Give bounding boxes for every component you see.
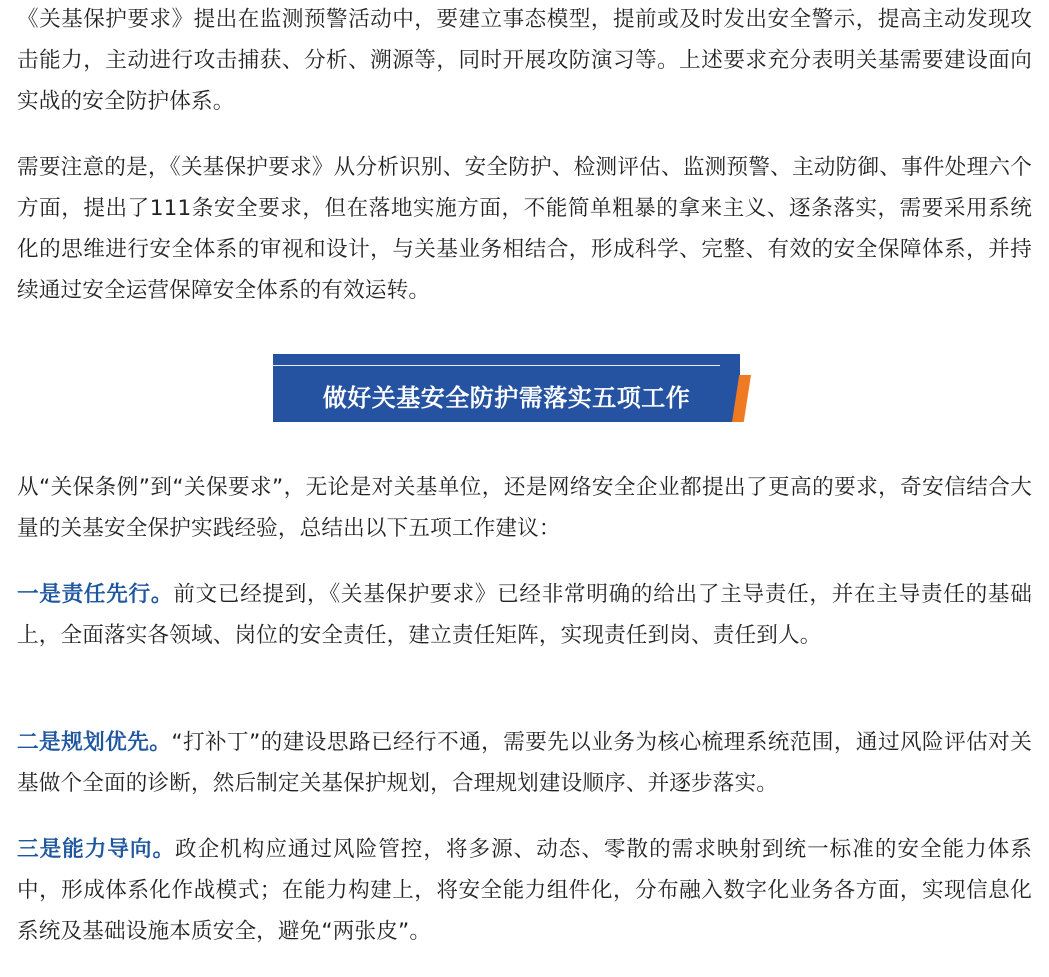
item-text: 政企机构应通过风险管控，将多源、动态、零散的需求映射到统一标准的安全能力体系中，形成体系化作战模式；在能力构建上，将安全能力组件化，分布融入数字化业务各方面，实现信息化系统及基础设施本质安全，避免“两张皮”。	[17, 837, 1033, 944]
item-capability	[17, 829, 1032, 952]
banner-title: 做好关基安全防护需落实五项工作	[322, 383, 691, 412]
item-text: 前文已经提到，《关基保护要求》已经非常明确的给出了主导责任，并在主导责任的基础上，全面落实各领域、岗位的安全责任，建立责任矩阵，实现责任到岗、责任到人。	[17, 582, 1032, 648]
item-lead: 三是能力导向。	[17, 837, 176, 862]
item-text: “打补丁”的建设思路已经行不通，需要先以业务为核心梳理系统范围，通过风险评估对关基做个全面的诊断，然后制定关基保护规划，合理规划建设顺序、并逐步落实。	[17, 730, 1032, 796]
paragraph-monitoring: 《关基保护要求》提出在监测预警活动中，要建立事态模型，提前或及时发出安全警示，提高主动发现攻击能力，主动进行攻击捕获、分析、溯源等，同时开展攻防演习等。上述要求充分表明关基需要建设面向实战的安全防护体系。	[17, 7, 1032, 114]
section-banner	[273, 354, 751, 422]
item-lead: 二是规划优先。	[17, 730, 172, 755]
item-responsibility	[17, 574, 1032, 656]
item-lead: 一是责任先行。	[17, 582, 174, 607]
paragraph-intro: 从“关保条例”到“关保要求”，无论是对关基单位，还是网络安全企业都提出了更高的要求，奇安信结合大量的关基安全保护实践经验，总结出以下五项工作建议：	[17, 475, 1032, 541]
paragraph-notice: 需要注意的是，《关基保护要求》从分析识别、安全防护、检测评估、监测预警、主动防御、事件处理六个方面，提出了111条安全要求，但在落地实施方面，不能简单粗暴的拿来主义、逐条落实，需要采用系统化的思维进行安全体系的审视和设计，与关基业务相结合，形成科学、完整、有效的安全保障体系，并持续通过安全运营保障安全体系的有效运转。	[17, 155, 1032, 303]
item-planning	[17, 722, 1032, 804]
